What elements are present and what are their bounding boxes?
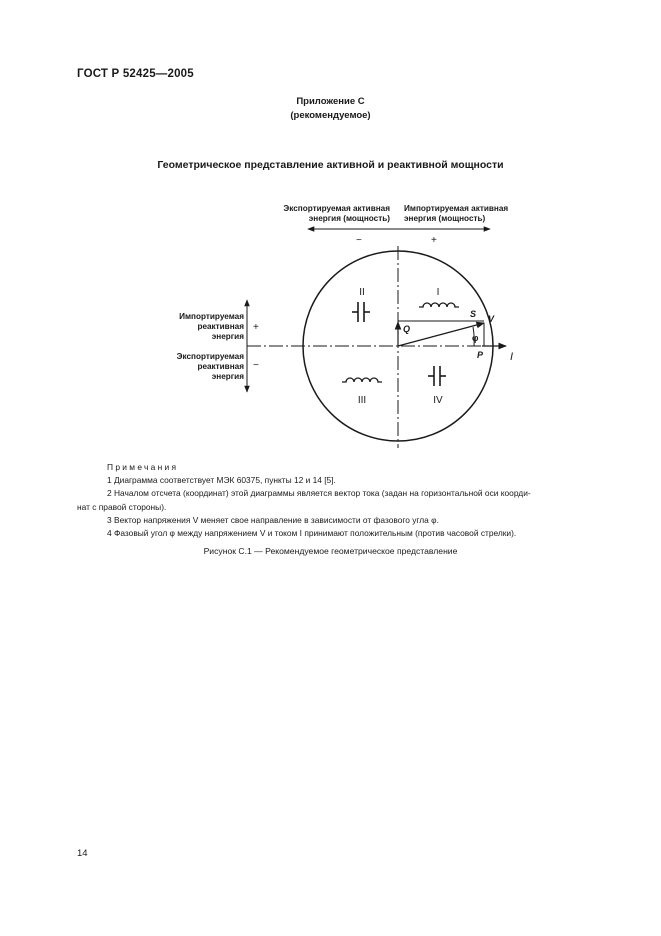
label-phi: φ <box>472 333 479 343</box>
note-2-cont <box>77 501 617 514</box>
capacitor-icon <box>428 366 446 386</box>
quadrant-3-label: III <box>357 395 367 406</box>
import-reactive-label-1: Импортируемая <box>179 312 244 321</box>
import-reactive-sign: + <box>253 322 259 333</box>
note-2-text: 2 Началом отсчета (координат) этой диаграммы является вектор тока (задан на горизонтальной оси коорди- <box>107 488 531 499</box>
note-1-text: 1 Диаграмма соответствует МЭК 60375, пункты 12 и 14 [5]. <box>107 475 336 486</box>
notes-heading: Примечания <box>107 462 179 472</box>
note-2-cont-text: нат с правой стороны). <box>77 501 167 512</box>
note-4-text: 4 Фазовый угол φ между напряжением V и током I принимают положительным (против часовой стрелки). <box>107 528 517 539</box>
note-3-text: 3 Вектор напряжения V меняет свое направление в зависимости от фазового угла φ. <box>107 514 439 525</box>
page-number: 14 <box>77 848 88 859</box>
export-active-label-1: Экспортируемая активная <box>283 204 390 213</box>
quadrant-1-label: I <box>436 287 440 298</box>
capacitor-icon <box>352 302 370 322</box>
note-3 <box>107 514 617 527</box>
standard-header: ГОСТ Р 52425—2005 <box>77 68 194 80</box>
export-reactive-label-2: реактивная <box>197 362 244 371</box>
label-i: I <box>510 351 514 363</box>
label-v: V <box>488 314 495 324</box>
figure-title: Геометрическое представление активной и реактивной мощности <box>157 159 504 171</box>
power-diagram <box>0 0 661 460</box>
export-active-sign: − <box>356 235 362 246</box>
appendix-subtitle: (рекомендуемое) <box>290 110 371 121</box>
note-4 <box>107 527 617 540</box>
import-active-sign: + <box>431 235 437 246</box>
import-active-label-2: энергия (мощность) <box>404 214 486 223</box>
inductor-icon <box>342 378 382 382</box>
notes-block <box>77 461 617 540</box>
import-reactive-label-2: реактивная <box>197 322 244 331</box>
import-reactive-label-3: энергия <box>211 332 244 341</box>
inductor-icon <box>419 303 459 307</box>
import-active-label-1: Импортируемая активная <box>404 204 509 213</box>
export-reactive-sign: − <box>253 360 259 371</box>
figure-caption: Рисунок С.1 — Рекомендуемое геометрическое представление <box>203 546 458 556</box>
note-2 <box>107 487 617 500</box>
quadrant-4-label: IV <box>433 395 443 406</box>
export-active-label-2: энергия (мощность) <box>308 214 390 223</box>
export-reactive-label-1: Экспортируемая <box>176 352 244 361</box>
note-1 <box>107 474 617 487</box>
export-reactive-label-3: энергия <box>211 372 244 381</box>
label-s: S <box>470 309 477 319</box>
quadrant-2-label: II <box>359 287 365 298</box>
label-p: P <box>477 350 484 360</box>
label-q: Q <box>403 324 411 334</box>
appendix-title: Приложение С <box>296 96 365 107</box>
